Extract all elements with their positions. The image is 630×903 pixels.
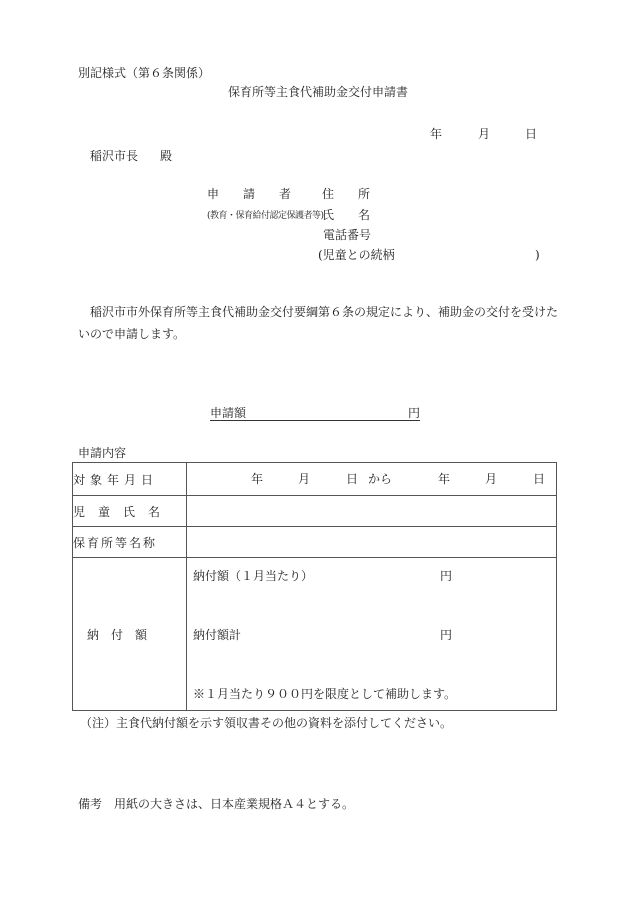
payment-cell[interactable]	[187, 558, 557, 711]
row-label-payment: 納 付 額	[73, 558, 187, 711]
date-to-month: 月	[485, 472, 498, 486]
date-to-year: 年	[438, 472, 451, 486]
footnote: （注）主食代納付額を示す領収書その他の資料を添付してください。	[80, 716, 453, 730]
date-from-month: 月	[298, 472, 311, 486]
relation-close: )	[535, 248, 540, 262]
table-row	[73, 496, 557, 527]
date-from-year: 年	[251, 472, 264, 486]
table-row	[73, 558, 557, 711]
child-name-cell[interactable]	[187, 496, 557, 527]
application-table	[72, 462, 557, 711]
date-day: 日	[525, 127, 538, 141]
total-payment-unit: 円	[440, 628, 453, 642]
date-month: 月	[478, 127, 491, 141]
date-year: 年	[430, 127, 443, 141]
amount-label: 申請額	[210, 406, 247, 420]
target-date-cell[interactable]	[187, 463, 557, 496]
row-label-child-name: 児童氏名	[73, 496, 187, 527]
body-text-line1: 稲沢市市外保育所等主食代補助金交付要綱第６条の規定により、補助金の交付を受けた	[90, 305, 559, 319]
section-label: 申請内容	[78, 446, 127, 460]
form-reference: 別記様式（第６条関係）	[78, 66, 211, 80]
monthly-payment-label: 納付額（１月当たり）	[193, 569, 314, 583]
address-label: 住 所	[322, 187, 371, 201]
body-text-line2: いので申請します。	[78, 327, 186, 341]
date-to-day: 日	[533, 472, 546, 486]
row-label-target-date: 対象年月日	[73, 463, 187, 496]
name-label: 氏 名	[322, 208, 371, 222]
amount-line	[210, 406, 420, 421]
row-label-facility-name: 保育所等名称	[73, 527, 187, 558]
remark: 備考 用紙の大きさは、日本産業規格Ａ４とする。	[78, 797, 355, 811]
monthly-payment-unit: 円	[440, 569, 453, 583]
table-row	[73, 527, 557, 558]
table-row	[73, 463, 557, 496]
document-title: 保育所等主食代補助金交付申請書	[228, 85, 409, 99]
phone-label: 電話番号	[323, 228, 372, 242]
relation-label: (児童との続柄	[318, 248, 395, 262]
date-from-day: 日	[346, 472, 359, 486]
addressee-honorific: 殿	[160, 149, 173, 163]
facility-name-cell[interactable]	[187, 527, 557, 558]
total-payment-label: 納付額計	[193, 628, 242, 642]
date-from-label: から	[368, 472, 393, 486]
subsidy-limit-note: ※１月当たり９００円を限度として補助します。	[193, 687, 457, 701]
addressee-name: 稲沢市長	[90, 149, 139, 163]
amount-unit: 円	[407, 406, 420, 420]
applicant-label: 申 請 者	[207, 187, 292, 201]
applicant-sub-label: (教育・保育給付認定保護者等)	[207, 211, 324, 221]
